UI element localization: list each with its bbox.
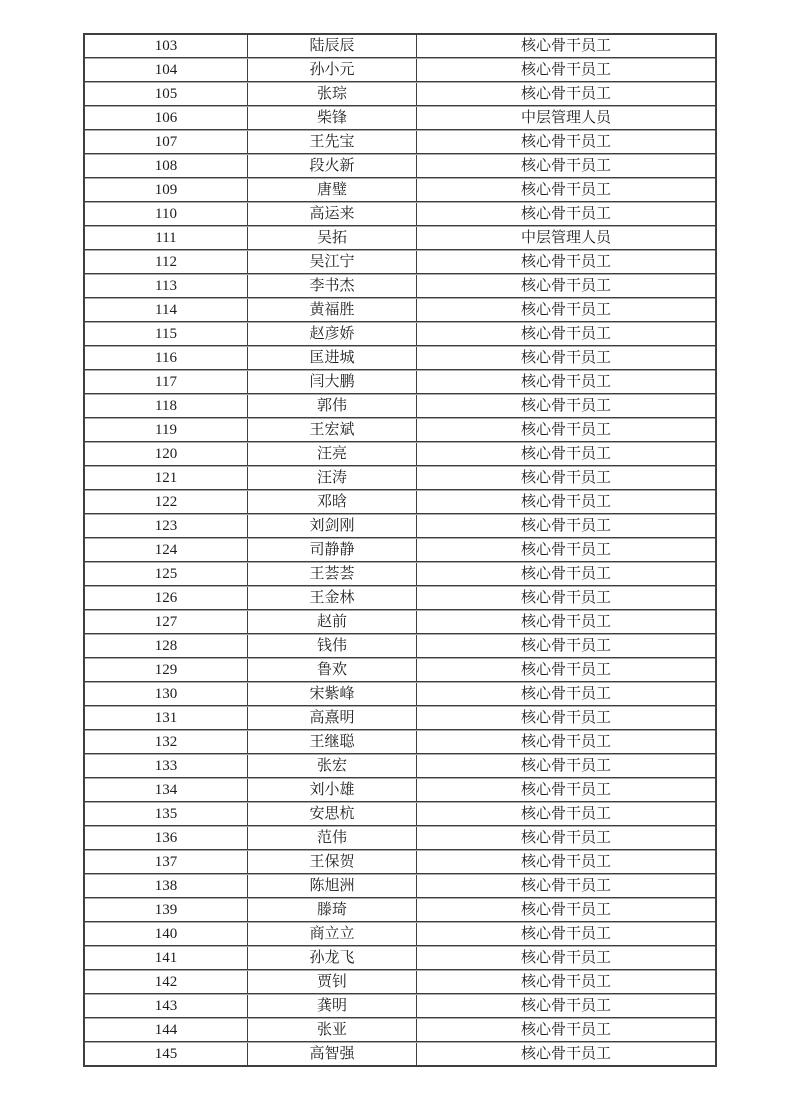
table-row — [85, 370, 715, 394]
employee-category-cell: 核心骨干员工 — [520, 805, 611, 822]
row-number-cell: 106 — [85, 107, 248, 129]
row-number-cell: 107 — [85, 131, 248, 153]
employee-name-cell: 鲁欢 — [248, 659, 417, 681]
employee-category-cell: 核心骨干员工 — [520, 949, 611, 966]
table-row — [85, 346, 715, 370]
table-row — [85, 946, 715, 970]
employee-category-cell: 核心骨干员工 — [520, 757, 611, 774]
table-row — [85, 514, 715, 538]
row-number-cell: 141 — [85, 947, 248, 969]
table-row — [85, 35, 715, 58]
table-row — [85, 490, 715, 514]
employee-name-cell: 王保贺 — [248, 851, 417, 873]
employee-category-cell: 核心骨干员工 — [520, 253, 611, 270]
employee-name-cell: 陆辰辰 — [248, 35, 417, 57]
row-number-cell: 103 — [85, 35, 248, 57]
table-row — [85, 850, 715, 874]
row-number-cell: 108 — [85, 155, 248, 177]
table-row — [85, 538, 715, 562]
employee-name-cell: 安思杭 — [248, 803, 417, 825]
employee-category-cell: 核心骨干员工 — [520, 373, 611, 390]
employee-name-cell: 段火新 — [248, 155, 417, 177]
table-row — [85, 634, 715, 658]
row-number-cell: 143 — [85, 995, 248, 1017]
table-row — [85, 418, 715, 442]
employee-name-cell: 范伟 — [248, 827, 417, 849]
employee-category-cell: 核心骨干员工 — [520, 493, 611, 510]
employee-name-cell: 刘剑刚 — [248, 515, 417, 537]
row-number-cell: 111 — [85, 227, 248, 249]
table-row — [85, 754, 715, 778]
employee-category-cell: 核心骨干员工 — [520, 901, 611, 918]
employee-name-cell: 刘小雄 — [248, 779, 417, 801]
employee-category-cell: 核心骨干员工 — [520, 589, 611, 606]
row-number-cell: 132 — [85, 731, 248, 753]
employee-name-cell: 陈旭洲 — [248, 875, 417, 897]
employee-category-cell: 核心骨干员工 — [520, 181, 611, 198]
table-row — [85, 1042, 715, 1065]
employee-category-cell: 核心骨干员工 — [520, 301, 611, 318]
employee-category-cell: 核心骨干员工 — [520, 205, 611, 222]
row-number-cell: 134 — [85, 779, 248, 801]
table-row — [85, 130, 715, 154]
employee-name-cell: 柴锋 — [248, 107, 417, 129]
row-number-cell: 105 — [85, 83, 248, 105]
employee-name-cell: 商立立 — [248, 923, 417, 945]
employee-category-cell: 核心骨干员工 — [520, 685, 611, 702]
employee-category-cell: 核心骨干员工 — [520, 349, 611, 366]
employee-category-cell: 核心骨干员工 — [520, 517, 611, 534]
employee-category-cell: 核心骨干员工 — [520, 637, 611, 654]
employee-name-cell: 王金林 — [248, 587, 417, 609]
table-row — [85, 154, 715, 178]
employee-category-cell: 核心骨干员工 — [520, 973, 611, 990]
employee-name-cell: 高智强 — [248, 1043, 417, 1065]
employee-category-cell: 核心骨干员工 — [520, 85, 611, 102]
employee-category-cell: 核心骨干员工 — [520, 133, 611, 150]
row-number-cell: 113 — [85, 275, 248, 297]
employee-category-cell: 核心骨干员工 — [520, 445, 611, 462]
employee-name-cell: 钱伟 — [248, 635, 417, 657]
employee-name-cell: 吴江宁 — [248, 251, 417, 273]
row-number-cell: 144 — [85, 1019, 248, 1041]
employee-category-cell: 核心骨干员工 — [520, 157, 611, 174]
table-row — [85, 394, 715, 418]
employee-name-cell: 高运来 — [248, 203, 417, 225]
table-row — [85, 298, 715, 322]
table-row — [85, 970, 715, 994]
employee-name-cell: 宋紫峰 — [248, 683, 417, 705]
row-number-cell: 104 — [85, 59, 248, 81]
employee-name-cell: 郭伟 — [248, 395, 417, 417]
employee-name-cell: 王荟荟 — [248, 563, 417, 585]
table-row — [85, 562, 715, 586]
employee-name-cell: 王宏斌 — [248, 419, 417, 441]
employee-category-cell: 核心骨干员工 — [520, 1045, 611, 1062]
employee-name-cell: 李书杰 — [248, 275, 417, 297]
table-row — [85, 1018, 715, 1042]
employee-category-cell: 中层管理人员 — [520, 229, 611, 246]
row-number-cell: 124 — [85, 539, 248, 561]
employee-name-cell: 匡进城 — [248, 347, 417, 369]
table-row — [85, 874, 715, 898]
table-row — [85, 466, 715, 490]
employee-category-cell: 核心骨干员工 — [520, 1021, 611, 1038]
row-number-cell: 138 — [85, 875, 248, 897]
employee-name-cell: 唐璧 — [248, 179, 417, 201]
table-row — [85, 706, 715, 730]
row-number-cell: 127 — [85, 611, 248, 633]
row-number-cell: 130 — [85, 683, 248, 705]
row-number-cell: 110 — [85, 203, 248, 225]
row-number-cell: 119 — [85, 419, 248, 441]
employee-category-cell: 中层管理人员 — [520, 109, 611, 126]
employee-name-cell: 黄福胜 — [248, 299, 417, 321]
employee-category-cell: 核心骨干员工 — [520, 613, 611, 630]
row-number-cell: 116 — [85, 347, 248, 369]
table-row — [85, 250, 715, 274]
employee-name-cell: 邓晗 — [248, 491, 417, 513]
table-row — [85, 202, 715, 226]
row-number-cell: 131 — [85, 707, 248, 729]
employee-name-cell: 孙小元 — [248, 59, 417, 81]
row-number-cell: 133 — [85, 755, 248, 777]
employee-name-cell: 汪涛 — [248, 467, 417, 489]
table-row — [85, 730, 715, 754]
employee-name-cell: 孙龙飞 — [248, 947, 417, 969]
employee-category-cell: 核心骨干员工 — [520, 781, 611, 798]
employee-category-cell: 核心骨干员工 — [520, 37, 611, 54]
employee-category-cell: 核心骨干员工 — [520, 469, 611, 486]
table-row — [85, 658, 715, 682]
table-row — [85, 58, 715, 82]
employee-name-cell: 贾钊 — [248, 971, 417, 993]
employee-category-cell: 核心骨干员工 — [520, 61, 611, 78]
row-number-cell: 118 — [85, 395, 248, 417]
employee-category-cell: 核心骨干员工 — [520, 997, 611, 1014]
employee-table — [83, 33, 717, 1067]
employee-name-cell: 赵彦娇 — [248, 323, 417, 345]
row-number-cell: 125 — [85, 563, 248, 585]
employee-category-cell: 核心骨干员工 — [520, 565, 611, 582]
row-number-cell: 135 — [85, 803, 248, 825]
table-row — [85, 322, 715, 346]
table-row — [85, 922, 715, 946]
employee-name-cell: 吴拓 — [248, 227, 417, 249]
row-number-cell: 126 — [85, 587, 248, 609]
employee-name-cell: 王先宝 — [248, 131, 417, 153]
employee-name-cell: 张亚 — [248, 1019, 417, 1041]
table-row — [85, 802, 715, 826]
employee-category-cell: 核心骨干员工 — [520, 877, 611, 894]
employee-name-cell: 司静静 — [248, 539, 417, 561]
employee-category-cell: 核心骨干员工 — [520, 397, 611, 414]
employee-category-cell: 核心骨干员工 — [520, 661, 611, 678]
employee-category-cell: 核心骨干员工 — [520, 325, 611, 342]
employee-category-cell: 核心骨干员工 — [520, 925, 611, 942]
table-row — [85, 82, 715, 106]
employee-name-cell: 高熹明 — [248, 707, 417, 729]
row-number-cell: 140 — [85, 923, 248, 945]
table-row — [85, 442, 715, 466]
row-number-cell: 122 — [85, 491, 248, 513]
row-number-cell: 139 — [85, 899, 248, 921]
table-row — [85, 226, 715, 250]
employee-name-cell: 张宏 — [248, 755, 417, 777]
employee-name-cell: 龚明 — [248, 995, 417, 1017]
row-number-cell: 115 — [85, 323, 248, 345]
row-number-cell: 112 — [85, 251, 248, 273]
employee-category-cell: 核心骨干员工 — [520, 733, 611, 750]
row-number-cell: 136 — [85, 827, 248, 849]
employee-category-cell: 核心骨干员工 — [520, 541, 611, 558]
table-row — [85, 826, 715, 850]
employee-name-cell: 汪亮 — [248, 443, 417, 465]
row-number-cell: 120 — [85, 443, 248, 465]
table-row — [85, 682, 715, 706]
employee-name-cell: 滕琦 — [248, 899, 417, 921]
table-row — [85, 610, 715, 634]
row-number-cell: 129 — [85, 659, 248, 681]
row-number-cell: 123 — [85, 515, 248, 537]
table-row — [85, 106, 715, 130]
employee-category-cell: 核心骨干员工 — [520, 853, 611, 870]
employee-name-cell: 闫大鹏 — [248, 371, 417, 393]
employee-name-cell: 王继聪 — [248, 731, 417, 753]
row-number-cell: 114 — [85, 299, 248, 321]
employee-name-cell: 张琮 — [248, 83, 417, 105]
row-number-cell: 142 — [85, 971, 248, 993]
table-row — [85, 274, 715, 298]
employee-category-cell: 核心骨干员工 — [520, 829, 611, 846]
row-number-cell: 145 — [85, 1043, 248, 1065]
row-number-cell: 128 — [85, 635, 248, 657]
row-number-cell: 121 — [85, 467, 248, 489]
table-row — [85, 778, 715, 802]
employee-category-cell: 核心骨干员工 — [520, 277, 611, 294]
row-number-cell: 137 — [85, 851, 248, 873]
table-row — [85, 586, 715, 610]
table-row — [85, 994, 715, 1018]
employee-category-cell: 核心骨干员工 — [520, 709, 611, 726]
table-row — [85, 178, 715, 202]
table-row — [85, 898, 715, 922]
employee-name-cell: 赵前 — [248, 611, 417, 633]
employee-category-cell: 核心骨干员工 — [520, 421, 611, 438]
row-number-cell: 117 — [85, 371, 248, 393]
row-number-cell: 109 — [85, 179, 248, 201]
